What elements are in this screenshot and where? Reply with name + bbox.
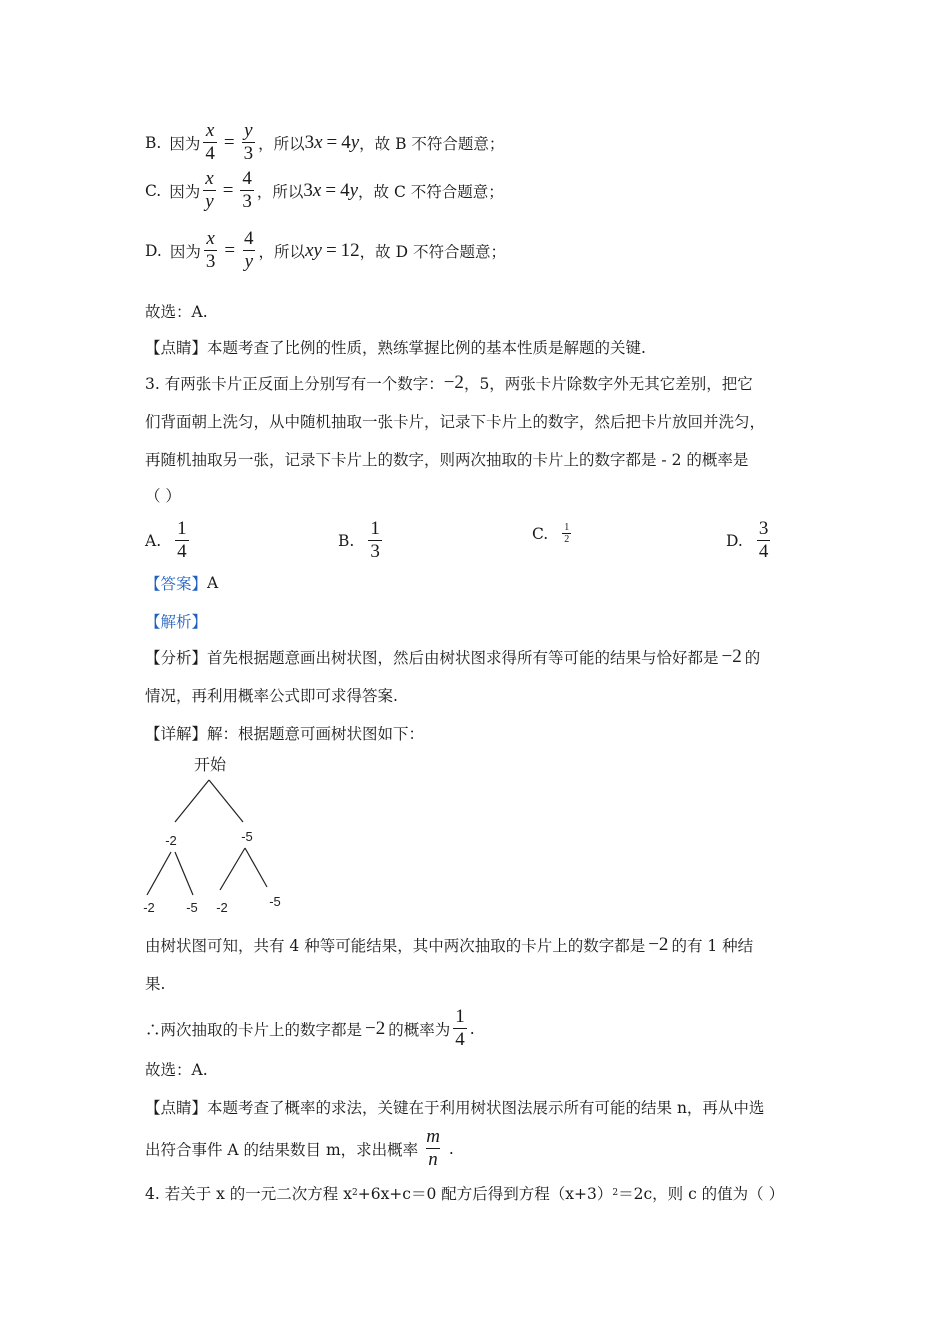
equals: = bbox=[223, 131, 235, 153]
option-label: C. bbox=[145, 181, 162, 200]
tree-root: 开始 bbox=[193, 757, 227, 774]
text: 4. 若关于 x 的一元二次方程 x bbox=[145, 1185, 352, 1203]
fraction: $\frac{m}{n}$ bbox=[426, 1126, 440, 1170]
tree-l1-a: -2 bbox=[165, 833, 177, 848]
text: . bbox=[469, 1019, 475, 1038]
q4-line bbox=[145, 1182, 784, 1204]
fraction: $\frac{3}{4}$ bbox=[758, 518, 769, 562]
text: 首先根据题意画出树状图，然后由树状图求得所有等可能的结果与恰好都是 bbox=[207, 649, 719, 667]
text: ，所以 bbox=[256, 182, 304, 201]
q3-line-1 bbox=[145, 372, 753, 394]
math: 4 bbox=[340, 179, 350, 201]
text: ＝2c，则 c 的值为（ ） bbox=[618, 1185, 785, 1203]
math: −2 bbox=[648, 934, 669, 955]
text: 本题考查了概率的求法，关键在于利用树状图法展示所有可能的结果 n，再从中选 bbox=[207, 1099, 765, 1117]
math: 12 bbox=[340, 239, 360, 261]
result-line-2: 果. bbox=[145, 975, 166, 993]
text: 因为 bbox=[169, 182, 201, 201]
text: 2 bbox=[612, 1188, 619, 1198]
tree-l2-b: -5 bbox=[186, 900, 198, 915]
math: xy bbox=[305, 239, 322, 261]
tree-l1-b: -5 bbox=[241, 829, 253, 844]
tree-l2-d: -5 bbox=[269, 894, 281, 909]
text: . bbox=[448, 1139, 454, 1158]
text: +6x+c＝0 配方后得到方程（x+3） bbox=[357, 1185, 613, 1203]
text: ，故 C 不符合题意； bbox=[358, 182, 504, 201]
text: 【分析】 bbox=[145, 649, 208, 667]
text: 的概率为 bbox=[388, 1020, 451, 1039]
math: 3 bbox=[303, 179, 313, 201]
fraction: $\frac{x}{3}$ bbox=[205, 228, 216, 272]
text: 【点睛】 bbox=[145, 1099, 208, 1117]
text: 的 bbox=[744, 649, 761, 667]
comment-line-1 bbox=[145, 336, 646, 358]
math: y bbox=[349, 179, 359, 201]
text: 本题考查了比例的性质，熟练掌握比例的基本性质是解题的关键. bbox=[207, 339, 646, 357]
option-b-line: B. 因为 $\frac{x}{4}$ = $\frac{y}{3}$ ，所以 3 x = 4 y ，故 B 不符合题意； bbox=[145, 120, 505, 164]
math: y bbox=[350, 131, 360, 153]
answer-line bbox=[145, 572, 218, 594]
text: ，5，两张卡片除数字外无其它差别，把它 bbox=[463, 375, 753, 393]
text: 3. 有两张卡片正反面上分别写有一个数字： bbox=[145, 375, 444, 393]
math: x bbox=[312, 179, 322, 201]
option-c-line: C. 因为 $\frac{x}{y}$ = $\frac{4}{3}$ ，所以 3 x = 4 y ，故 C 不符合题意； bbox=[145, 168, 504, 212]
fraction: $\frac{1}{3}$ bbox=[370, 518, 380, 562]
text: ，所以 bbox=[258, 242, 306, 261]
math: −2 bbox=[721, 646, 742, 667]
text: C. bbox=[532, 524, 549, 543]
fraction: $\frac{4}{y}$ bbox=[244, 228, 254, 272]
text: B. bbox=[338, 531, 355, 550]
option-label: B. bbox=[145, 133, 162, 152]
fenxi-line-1 bbox=[145, 646, 760, 668]
text: D. bbox=[726, 531, 743, 550]
text: ，故 B 不符合题意； bbox=[359, 134, 505, 153]
text: 因为 bbox=[169, 242, 201, 261]
math: −2 bbox=[365, 1017, 386, 1039]
text: 2 bbox=[351, 1188, 358, 1198]
result-line-3 bbox=[145, 1006, 475, 1051]
tree-l2-c: -2 bbox=[216, 900, 228, 915]
text: 【详解】 bbox=[145, 725, 208, 743]
choose-line-2: 故选：A. bbox=[145, 1061, 208, 1079]
tree-diagram bbox=[135, 750, 305, 925]
comment-tag: 【点睛】 bbox=[145, 339, 208, 357]
q3-line-2: 们背面朝上洗匀，从中随机抽取一张卡片，记录下卡片上的数字，然后把卡片放回并洗匀， bbox=[145, 413, 766, 431]
text: 由树状图可知，共有 4 种等可能结果，其中两次抽取的卡片上的数字都是 bbox=[145, 937, 646, 955]
math: 3 bbox=[304, 131, 315, 153]
comment-line-2 bbox=[145, 1096, 764, 1118]
q3-option-d[interactable] bbox=[726, 518, 773, 563]
text: ，所以 bbox=[258, 134, 305, 153]
comment-line-3 bbox=[145, 1126, 454, 1171]
text: 解：根据题意可画树状图如下： bbox=[207, 725, 425, 743]
fraction: $\frac{1}{4}$ bbox=[177, 518, 187, 562]
analysis-line bbox=[145, 610, 207, 632]
math: 4 bbox=[341, 131, 351, 153]
fraction: $\frac{4}{3}$ bbox=[242, 168, 252, 212]
q3-option-c[interactable] bbox=[532, 522, 574, 545]
math: x bbox=[314, 131, 323, 153]
text: A. bbox=[145, 531, 162, 550]
q3-option-b[interactable] bbox=[338, 518, 385, 563]
math: −2 bbox=[443, 372, 464, 393]
fraction: $\frac{x}{4}$ bbox=[205, 120, 215, 164]
analysis-tag: 【解析】 bbox=[145, 613, 208, 631]
fraction: $\frac{x}{y}$ bbox=[205, 168, 214, 212]
fraction: $\frac{1}{4}$ bbox=[455, 1006, 465, 1050]
text: 出符合事件 A 的结果数目 m，求出概率 bbox=[145, 1140, 419, 1159]
fraction: $\frac{y}{3}$ bbox=[243, 120, 254, 164]
text: ∴两次抽取的卡片上的数字都是 bbox=[145, 1020, 363, 1039]
option-label: D. bbox=[145, 241, 162, 260]
text: 因为 bbox=[169, 134, 201, 153]
q3-line-4: （ ） bbox=[145, 487, 181, 505]
detail-line bbox=[145, 722, 424, 744]
answer-tag: 【答案】 bbox=[145, 575, 208, 593]
q3-line-3: 再随机抽取另一张，记录下卡片上的数字，则两次抽取的卡片上的数字都是 - 2 的概率是 bbox=[145, 451, 749, 469]
result-line-1 bbox=[145, 934, 753, 956]
text: A bbox=[207, 574, 219, 592]
fraction: $\frac{1}{2}$ bbox=[564, 522, 570, 545]
q3-option-a[interactable] bbox=[145, 518, 192, 563]
option-d-line: D. 因为 $\frac{x}{3}$ = $\frac{4}{y}$ ，所以 xy = 12 ，故 D 不符合题意； bbox=[145, 228, 506, 272]
choose-line-1: 故选：A. bbox=[145, 303, 208, 321]
text: ，故 D 不符合题意； bbox=[359, 242, 506, 261]
text: 的有 1 种结 bbox=[671, 937, 754, 955]
fenxi-line-2: 情况，再利用概率公式即可求得答案. bbox=[145, 687, 398, 705]
tree-l2-a: -2 bbox=[143, 900, 155, 915]
